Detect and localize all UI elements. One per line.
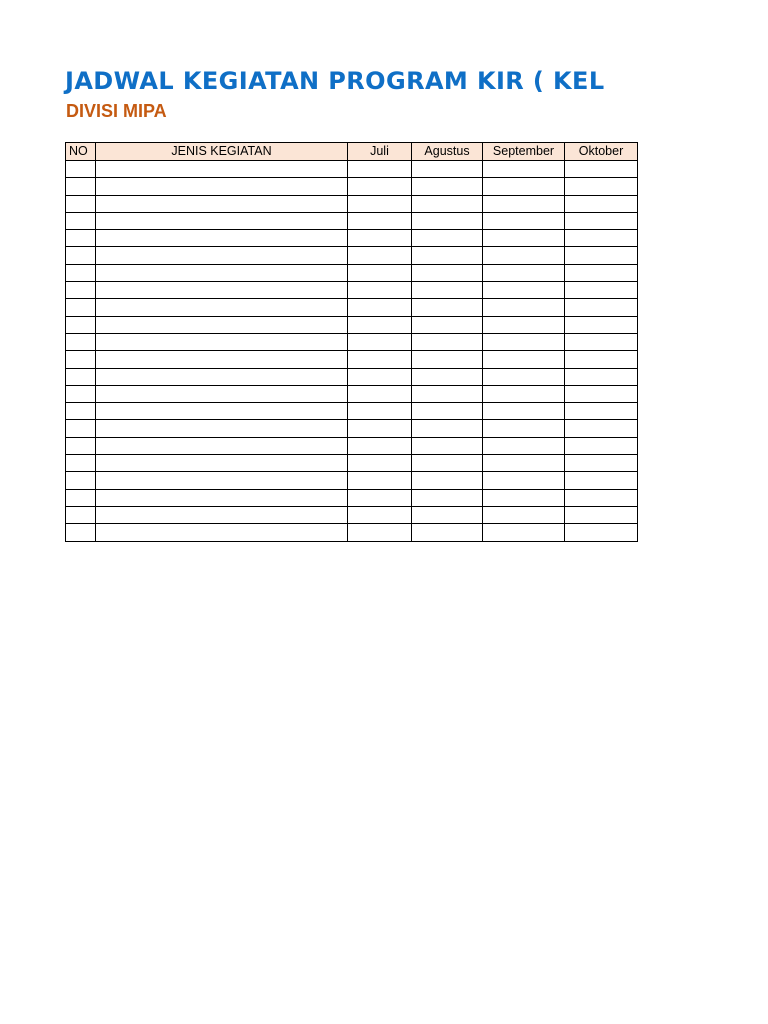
cell-no <box>66 524 96 541</box>
cell-agustus <box>412 506 483 523</box>
cell-agustus <box>412 385 483 402</box>
cell-september <box>483 472 565 489</box>
cell-september <box>483 368 565 385</box>
cell-agustus <box>412 489 483 506</box>
column-header-no: NO <box>66 143 96 161</box>
cell-oktober <box>565 489 638 506</box>
cell-oktober <box>565 506 638 523</box>
cell-jenis-kegiatan <box>96 420 348 437</box>
cell-jenis-kegiatan <box>96 472 348 489</box>
cell-juli <box>348 247 412 264</box>
cell-no <box>66 316 96 333</box>
table-row <box>66 351 638 368</box>
cell-oktober <box>565 299 638 316</box>
cell-no <box>66 420 96 437</box>
table-row <box>66 247 638 264</box>
cell-jenis-kegiatan <box>96 299 348 316</box>
cell-oktober <box>565 420 638 437</box>
cell-jenis-kegiatan <box>96 230 348 247</box>
cell-september <box>483 282 565 299</box>
cell-september <box>483 489 565 506</box>
cell-september <box>483 247 565 264</box>
cell-no <box>66 299 96 316</box>
cell-no <box>66 161 96 178</box>
cell-agustus <box>412 178 483 195</box>
cell-oktober <box>565 333 638 350</box>
table-row <box>66 368 638 385</box>
cell-juli <box>348 161 412 178</box>
cell-september <box>483 264 565 281</box>
table-row <box>66 316 638 333</box>
cell-juli <box>348 212 412 229</box>
cell-jenis-kegiatan <box>96 247 348 264</box>
cell-juli <box>348 455 412 472</box>
table-row <box>66 489 638 506</box>
cell-jenis-kegiatan <box>96 282 348 299</box>
cell-agustus <box>412 212 483 229</box>
cell-no <box>66 472 96 489</box>
cell-juli <box>348 506 412 523</box>
cell-september <box>483 212 565 229</box>
cell-no <box>66 437 96 454</box>
table-row <box>66 472 638 489</box>
cell-jenis-kegiatan <box>96 385 348 402</box>
cell-september <box>483 403 565 420</box>
cell-no <box>66 247 96 264</box>
cell-no <box>66 264 96 281</box>
cell-agustus <box>412 282 483 299</box>
cell-juli <box>348 333 412 350</box>
cell-september <box>483 316 565 333</box>
cell-oktober <box>565 161 638 178</box>
table-row <box>66 506 638 523</box>
cell-juli <box>348 437 412 454</box>
cell-agustus <box>412 195 483 212</box>
cell-september <box>483 230 565 247</box>
table-row <box>66 403 638 420</box>
cell-jenis-kegiatan <box>96 161 348 178</box>
table-row <box>66 420 638 437</box>
document-subtitle: DIVISI MIPA <box>66 101 167 121</box>
column-header-oktober: Oktober <box>565 143 638 161</box>
cell-juli <box>348 403 412 420</box>
cell-oktober <box>565 472 638 489</box>
cell-juli <box>348 264 412 281</box>
table-row <box>66 212 638 229</box>
cell-jenis-kegiatan <box>96 524 348 541</box>
cell-agustus <box>412 368 483 385</box>
document-title: JADWAL KEGIATAN PROGRAM KIR ( KEL <box>65 67 605 95</box>
cell-juli <box>348 195 412 212</box>
cell-juli <box>348 230 412 247</box>
cell-no <box>66 403 96 420</box>
column-header-jenis-kegiatan: JENIS KEGIATAN <box>96 143 348 161</box>
cell-jenis-kegiatan <box>96 351 348 368</box>
cell-jenis-kegiatan <box>96 178 348 195</box>
cell-september <box>483 351 565 368</box>
cell-juli <box>348 299 412 316</box>
cell-oktober <box>565 524 638 541</box>
cell-jenis-kegiatan <box>96 489 348 506</box>
column-header-agustus: Agustus <box>412 143 483 161</box>
cell-no <box>66 385 96 402</box>
table-row <box>66 230 638 247</box>
cell-agustus <box>412 472 483 489</box>
table-row <box>66 195 638 212</box>
cell-agustus <box>412 420 483 437</box>
cell-oktober <box>565 437 638 454</box>
cell-no <box>66 506 96 523</box>
cell-juli <box>348 472 412 489</box>
header-row <box>66 143 638 161</box>
cell-no <box>66 212 96 229</box>
cell-agustus <box>412 437 483 454</box>
cell-oktober <box>565 230 638 247</box>
table-row <box>66 333 638 350</box>
cell-oktober <box>565 351 638 368</box>
cell-no <box>66 368 96 385</box>
cell-agustus <box>412 455 483 472</box>
cell-september <box>483 299 565 316</box>
cell-agustus <box>412 161 483 178</box>
cell-juli <box>348 282 412 299</box>
cell-juli <box>348 489 412 506</box>
cell-oktober <box>565 195 638 212</box>
cell-juli <box>348 316 412 333</box>
cell-no <box>66 333 96 350</box>
table-row <box>66 437 638 454</box>
cell-agustus <box>412 230 483 247</box>
cell-jenis-kegiatan <box>96 195 348 212</box>
cell-jenis-kegiatan <box>96 316 348 333</box>
table-row <box>66 264 638 281</box>
cell-juli <box>348 524 412 541</box>
cell-september <box>483 455 565 472</box>
cell-september <box>483 161 565 178</box>
table-row <box>66 385 638 402</box>
cell-juli <box>348 385 412 402</box>
cell-agustus <box>412 333 483 350</box>
cell-jenis-kegiatan <box>96 368 348 385</box>
cell-september <box>483 385 565 402</box>
cell-no <box>66 455 96 472</box>
cell-juli <box>348 368 412 385</box>
table-row <box>66 178 638 195</box>
cell-no <box>66 230 96 247</box>
cell-agustus <box>412 524 483 541</box>
cell-oktober <box>565 264 638 281</box>
cell-no <box>66 195 96 212</box>
cell-oktober <box>565 455 638 472</box>
cell-september <box>483 506 565 523</box>
cell-oktober <box>565 316 638 333</box>
schedule-table-body <box>66 161 638 542</box>
schedule-table-header <box>66 143 638 161</box>
cell-agustus <box>412 351 483 368</box>
cell-jenis-kegiatan <box>96 333 348 350</box>
cell-september <box>483 333 565 350</box>
cell-oktober <box>565 368 638 385</box>
cell-oktober <box>565 178 638 195</box>
table-row <box>66 524 638 541</box>
cell-agustus <box>412 316 483 333</box>
cell-september <box>483 437 565 454</box>
cell-jenis-kegiatan <box>96 455 348 472</box>
cell-september <box>483 178 565 195</box>
cell-no <box>66 178 96 195</box>
cell-oktober <box>565 385 638 402</box>
table-row <box>66 282 638 299</box>
column-header-september: September <box>483 143 565 161</box>
cell-oktober <box>565 212 638 229</box>
cell-september <box>483 420 565 437</box>
cell-agustus <box>412 403 483 420</box>
cell-juli <box>348 178 412 195</box>
cell-september <box>483 524 565 541</box>
cell-agustus <box>412 264 483 281</box>
cell-oktober <box>565 282 638 299</box>
table-row <box>66 299 638 316</box>
cell-agustus <box>412 247 483 264</box>
cell-oktober <box>565 247 638 264</box>
cell-jenis-kegiatan <box>96 264 348 281</box>
cell-no <box>66 351 96 368</box>
cell-oktober <box>565 403 638 420</box>
cell-jenis-kegiatan <box>96 506 348 523</box>
cell-jenis-kegiatan <box>96 403 348 420</box>
table-row <box>66 455 638 472</box>
cell-agustus <box>412 299 483 316</box>
cell-no <box>66 282 96 299</box>
cell-no <box>66 489 96 506</box>
cell-jenis-kegiatan <box>96 212 348 229</box>
schedule-table <box>65 142 638 542</box>
table-row <box>66 161 638 178</box>
cell-juli <box>348 351 412 368</box>
cell-jenis-kegiatan <box>96 437 348 454</box>
cell-september <box>483 195 565 212</box>
column-header-juli: Juli <box>348 143 412 161</box>
cell-juli <box>348 420 412 437</box>
